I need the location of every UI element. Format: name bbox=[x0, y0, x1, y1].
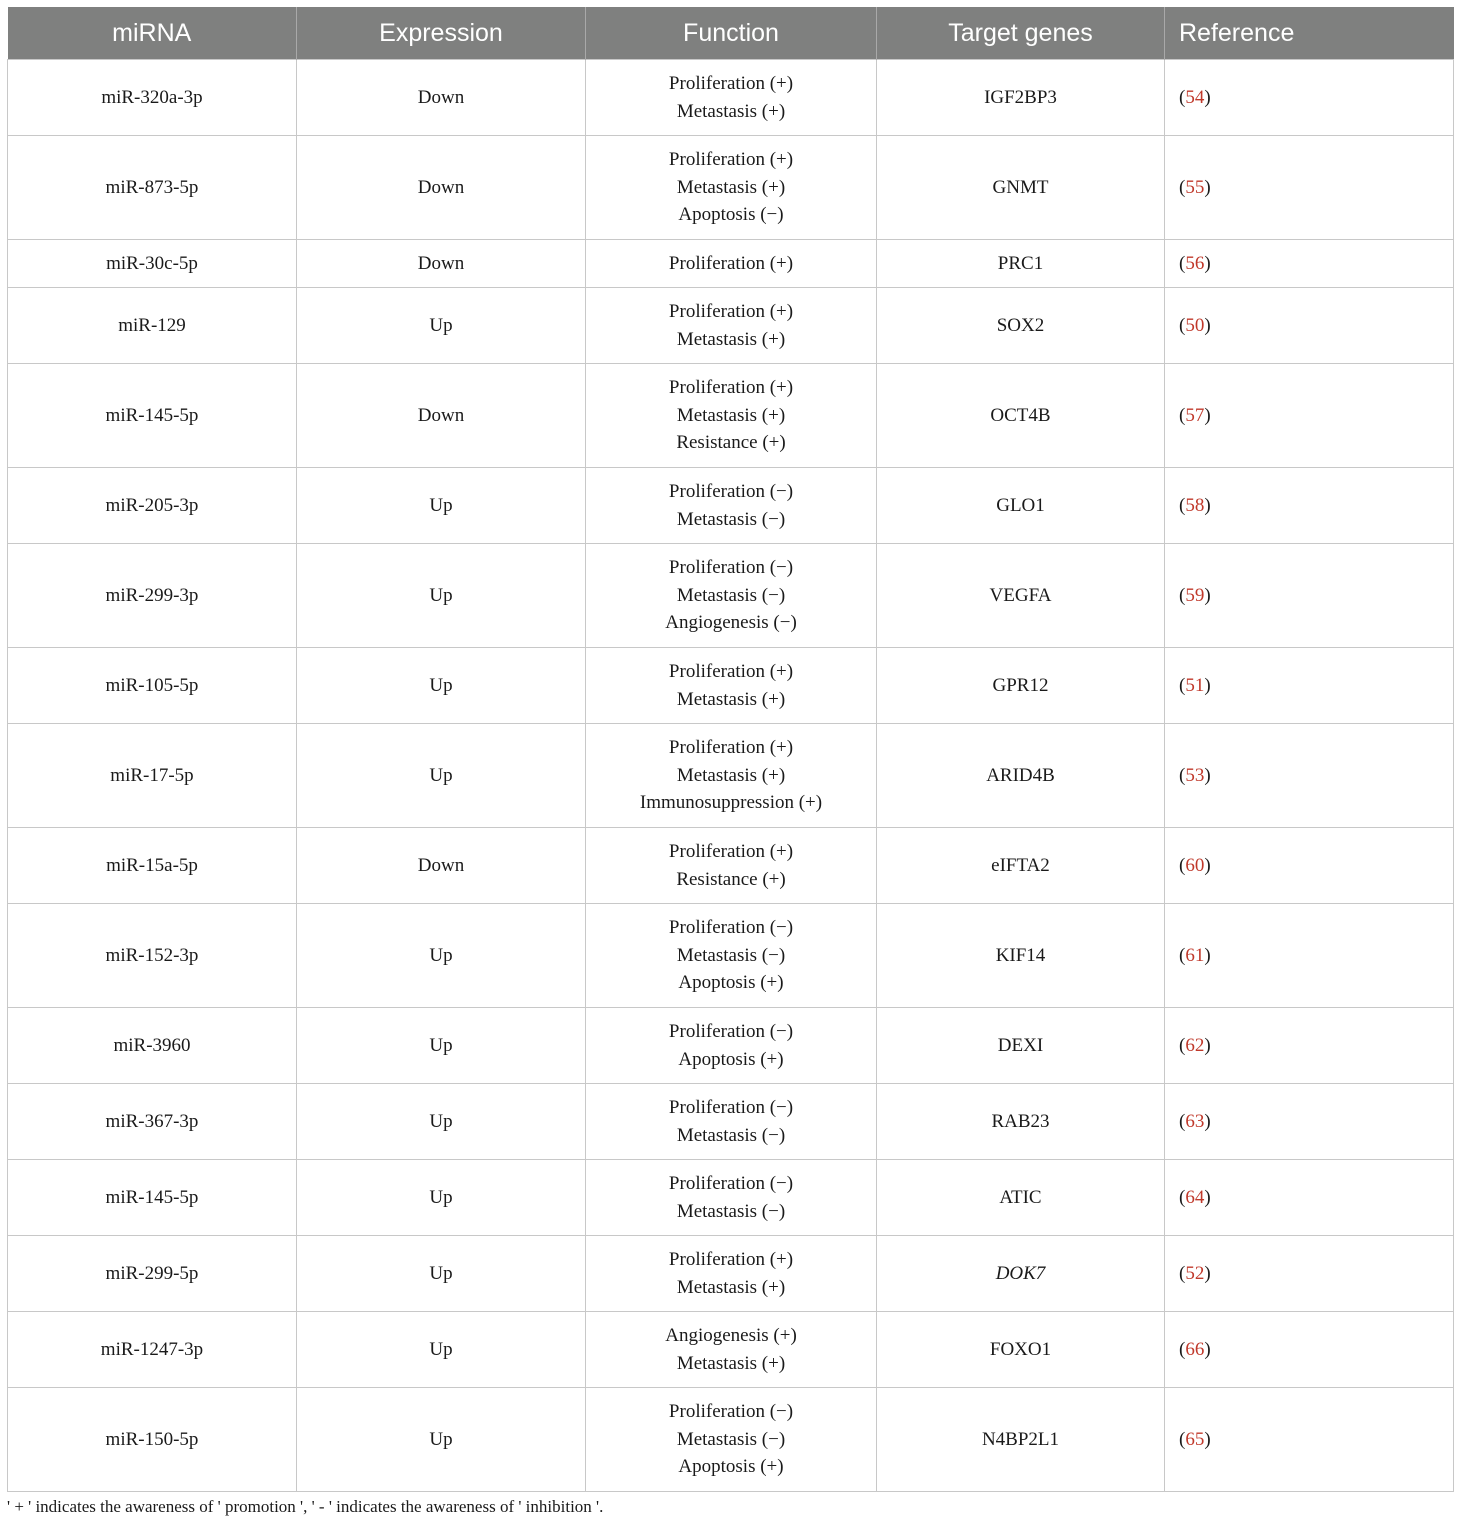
reference-link[interactable]: 55 bbox=[1185, 176, 1205, 198]
mirna-cell: miR-30c-5p bbox=[8, 240, 297, 288]
table-row bbox=[8, 544, 1454, 648]
target-gene-cell: KIF14 bbox=[877, 904, 1165, 1008]
reference-link[interactable]: 59 bbox=[1185, 584, 1205, 606]
function-cell bbox=[586, 1312, 877, 1388]
reference-link[interactable]: 64 bbox=[1185, 1186, 1205, 1208]
reference-close-paren: ) bbox=[1204, 1110, 1211, 1132]
reference-open-paren: ( bbox=[1179, 1428, 1186, 1450]
reference-open-paren: ( bbox=[1179, 1186, 1186, 1208]
function-cell bbox=[586, 136, 877, 240]
reference-cell bbox=[1165, 468, 1454, 544]
function-item: Angiogenesis (+) bbox=[665, 1324, 797, 1346]
table-row bbox=[8, 60, 1454, 136]
expression-cell: Down bbox=[297, 364, 586, 468]
target-gene-cell: SOX2 bbox=[877, 288, 1165, 364]
expression-cell: Up bbox=[297, 1084, 586, 1160]
reference-close-paren: ) bbox=[1204, 1186, 1211, 1208]
expression-cell: Up bbox=[297, 1160, 586, 1236]
function-cell bbox=[586, 1388, 877, 1492]
table-row bbox=[8, 1388, 1454, 1492]
reference-close-paren: ) bbox=[1204, 1034, 1211, 1056]
function-item: Proliferation (+) bbox=[668, 148, 794, 170]
header-expression: Expression bbox=[297, 7, 586, 60]
expression-cell: Up bbox=[297, 1236, 586, 1312]
reference-open-paren: ( bbox=[1179, 494, 1186, 516]
table-row bbox=[8, 364, 1454, 468]
reference-close-paren: ) bbox=[1204, 1428, 1211, 1450]
reference-cell bbox=[1165, 60, 1454, 136]
function-item: Metastasis (+) bbox=[676, 1276, 786, 1298]
function-item: Proliferation (−) bbox=[668, 1096, 794, 1118]
target-gene-cell: N4BP2L1 bbox=[877, 1388, 1165, 1492]
reference-open-paren: ( bbox=[1179, 584, 1186, 606]
function-item: Resistance (+) bbox=[676, 868, 786, 890]
target-gene-cell: IGF2BP3 bbox=[877, 60, 1165, 136]
reference-link[interactable]: 58 bbox=[1185, 494, 1205, 516]
reference-open-paren: ( bbox=[1179, 674, 1186, 696]
function-item: Proliferation (+) bbox=[668, 252, 794, 274]
reference-link[interactable]: 53 bbox=[1185, 764, 1205, 786]
mirna-cell: miR-1247-3p bbox=[8, 1312, 297, 1388]
target-gene-cell: eIFTA2 bbox=[877, 828, 1165, 904]
header-function: Function bbox=[586, 7, 877, 60]
reference-open-paren: ( bbox=[1179, 944, 1186, 966]
reference-open-paren: ( bbox=[1179, 404, 1186, 426]
reference-close-paren: ) bbox=[1204, 944, 1211, 966]
mirna-cell: miR-150-5p bbox=[8, 1388, 297, 1492]
target-gene-cell: ARID4B bbox=[877, 724, 1165, 828]
expression-cell: Up bbox=[297, 1388, 586, 1492]
function-item: Metastasis (+) bbox=[676, 100, 786, 122]
function-cell bbox=[586, 828, 877, 904]
expression-cell: Up bbox=[297, 648, 586, 724]
reference-link[interactable]: 62 bbox=[1185, 1034, 1205, 1056]
target-gene-cell: DOK7 bbox=[877, 1236, 1165, 1312]
expression-cell: Down bbox=[297, 136, 586, 240]
function-cell bbox=[586, 1084, 877, 1160]
table-body bbox=[8, 60, 1454, 1492]
function-item: Metastasis (−) bbox=[676, 944, 786, 966]
header-mirna: miRNA bbox=[8, 7, 297, 60]
header-target-genes: Target genes bbox=[877, 7, 1165, 60]
table-row bbox=[8, 1236, 1454, 1312]
mirna-cell: miR-3960 bbox=[8, 1008, 297, 1084]
function-item: Metastasis (−) bbox=[676, 584, 786, 606]
reference-close-paren: ) bbox=[1204, 674, 1211, 696]
table-row bbox=[8, 1008, 1454, 1084]
function-cell bbox=[586, 904, 877, 1008]
function-item: Proliferation (−) bbox=[668, 1172, 794, 1194]
target-gene-cell: ATIC bbox=[877, 1160, 1165, 1236]
mirna-cell: miR-105-5p bbox=[8, 648, 297, 724]
reference-cell bbox=[1165, 828, 1454, 904]
header-row bbox=[8, 7, 1454, 60]
mirna-cell: miR-205-3p bbox=[8, 468, 297, 544]
function-item: Proliferation (+) bbox=[668, 736, 794, 758]
function-item: Proliferation (+) bbox=[668, 72, 794, 94]
reference-open-paren: ( bbox=[1179, 314, 1186, 336]
table-row bbox=[8, 1160, 1454, 1236]
target-gene-cell: PRC1 bbox=[877, 240, 1165, 288]
reference-close-paren: ) bbox=[1204, 764, 1211, 786]
function-item: Proliferation (+) bbox=[668, 1248, 794, 1270]
function-item: Angiogenesis (−) bbox=[665, 612, 797, 634]
table-row bbox=[8, 648, 1454, 724]
reference-cell bbox=[1165, 1312, 1454, 1388]
reference-link[interactable]: 56 bbox=[1185, 252, 1205, 274]
reference-cell bbox=[1165, 136, 1454, 240]
function-cell bbox=[586, 648, 877, 724]
function-item: Metastasis (+) bbox=[676, 328, 786, 350]
reference-cell bbox=[1165, 904, 1454, 1008]
function-item: Metastasis (+) bbox=[676, 404, 786, 426]
mirna-cell: miR-145-5p bbox=[8, 364, 297, 468]
reference-link[interactable]: 50 bbox=[1185, 314, 1205, 336]
reference-cell bbox=[1165, 364, 1454, 468]
mirna-cell: miR-367-3p bbox=[8, 1084, 297, 1160]
expression-cell: Up bbox=[297, 468, 586, 544]
mirna-cell: miR-299-3p bbox=[8, 544, 297, 648]
function-cell bbox=[586, 240, 877, 288]
expression-cell: Up bbox=[297, 544, 586, 648]
reference-close-paren: ) bbox=[1204, 1338, 1211, 1360]
function-item: Proliferation (+) bbox=[668, 840, 794, 862]
reference-open-paren: ( bbox=[1179, 854, 1186, 876]
expression-cell: Down bbox=[297, 828, 586, 904]
reference-open-paren: ( bbox=[1179, 1034, 1186, 1056]
function-cell bbox=[586, 1008, 877, 1084]
reference-open-paren: ( bbox=[1179, 86, 1186, 108]
function-item: Apoptosis (+) bbox=[678, 972, 784, 994]
expression-cell: Up bbox=[297, 1312, 586, 1388]
reference-link[interactable]: 63 bbox=[1185, 1110, 1205, 1132]
function-item: Metastasis (−) bbox=[676, 508, 786, 530]
table-footnote: ' + ' indicates the awareness of ' promotion ', ' - ' indicates the awareness of ' inhibition '. bbox=[7, 1497, 604, 1516]
reference-open-paren: ( bbox=[1179, 252, 1186, 274]
reference-close-paren: ) bbox=[1204, 314, 1211, 336]
reference-link[interactable]: 57 bbox=[1185, 404, 1205, 426]
function-cell bbox=[586, 1236, 877, 1312]
function-cell bbox=[586, 724, 877, 828]
mirna-cell: miR-320a-3p bbox=[8, 60, 297, 136]
expression-cell: Up bbox=[297, 1008, 586, 1084]
function-item: Proliferation (+) bbox=[668, 660, 794, 682]
function-item: Proliferation (−) bbox=[668, 1020, 794, 1042]
expression-cell: Up bbox=[297, 904, 586, 1008]
function-item: Proliferation (+) bbox=[668, 300, 794, 322]
function-item: Proliferation (−) bbox=[668, 480, 794, 502]
function-cell bbox=[586, 364, 877, 468]
function-item: Metastasis (+) bbox=[676, 176, 786, 198]
reference-open-paren: ( bbox=[1179, 764, 1186, 786]
mirna-cell: miR-17-5p bbox=[8, 724, 297, 828]
table-row bbox=[8, 724, 1454, 828]
target-gene-cell: OCT4B bbox=[877, 364, 1165, 468]
reference-open-paren: ( bbox=[1179, 1262, 1186, 1284]
reference-cell bbox=[1165, 288, 1454, 364]
reference-close-paren: ) bbox=[1204, 584, 1211, 606]
function-cell bbox=[586, 544, 877, 648]
function-item: Proliferation (+) bbox=[668, 376, 794, 398]
reference-cell bbox=[1165, 1084, 1454, 1160]
reference-close-paren: ) bbox=[1204, 1262, 1211, 1284]
function-item: Immunosuppression (+) bbox=[639, 792, 823, 814]
reference-close-paren: ) bbox=[1204, 176, 1211, 198]
target-gene-cell: VEGFA bbox=[877, 544, 1165, 648]
mirna-cell: miR-145-5p bbox=[8, 1160, 297, 1236]
function-item: Proliferation (−) bbox=[668, 916, 794, 938]
target-gene-cell: RAB23 bbox=[877, 1084, 1165, 1160]
table-row bbox=[8, 136, 1454, 240]
function-item: Metastasis (+) bbox=[676, 688, 786, 710]
function-cell bbox=[586, 288, 877, 364]
mirna-cell: miR-15a-5p bbox=[8, 828, 297, 904]
function-item: Apoptosis (+) bbox=[678, 1048, 784, 1070]
reference-cell bbox=[1165, 240, 1454, 288]
function-cell bbox=[586, 60, 877, 136]
table-row bbox=[8, 1312, 1454, 1388]
function-item: Apoptosis (+) bbox=[678, 1456, 784, 1478]
reference-open-paren: ( bbox=[1179, 176, 1186, 198]
table-row bbox=[8, 288, 1454, 364]
target-gene-cell: DEXI bbox=[877, 1008, 1165, 1084]
expression-cell: Down bbox=[297, 240, 586, 288]
reference-link[interactable]: 61 bbox=[1185, 944, 1205, 966]
target-gene-cell: GPR12 bbox=[877, 648, 1165, 724]
table-header bbox=[8, 7, 1454, 60]
table-row bbox=[8, 904, 1454, 1008]
function-item: Metastasis (−) bbox=[676, 1200, 786, 1222]
mirna-cell: miR-299-5p bbox=[8, 1236, 297, 1312]
function-item: Metastasis (+) bbox=[676, 1352, 786, 1374]
reference-open-paren: ( bbox=[1179, 1110, 1186, 1132]
expression-cell: Up bbox=[297, 288, 586, 364]
reference-close-paren: ) bbox=[1204, 404, 1211, 426]
reference-close-paren: ) bbox=[1204, 854, 1211, 876]
function-item: Proliferation (−) bbox=[668, 556, 794, 578]
reference-cell bbox=[1165, 1008, 1454, 1084]
function-item: Metastasis (−) bbox=[676, 1124, 786, 1146]
target-gene-cell: GNMT bbox=[877, 136, 1165, 240]
function-item: Metastasis (+) bbox=[676, 764, 786, 786]
reference-open-paren: ( bbox=[1179, 1338, 1186, 1360]
target-gene-cell: GLO1 bbox=[877, 468, 1165, 544]
mirna-cell: miR-152-3p bbox=[8, 904, 297, 1008]
reference-cell bbox=[1165, 648, 1454, 724]
function-item: Apoptosis (−) bbox=[678, 204, 784, 226]
table-row bbox=[8, 240, 1454, 288]
reference-cell bbox=[1165, 1236, 1454, 1312]
function-item: Metastasis (−) bbox=[676, 1428, 786, 1450]
function-cell bbox=[586, 1160, 877, 1236]
expression-cell: Down bbox=[297, 60, 586, 136]
reference-cell bbox=[1165, 1388, 1454, 1492]
function-item: Resistance (+) bbox=[676, 432, 786, 454]
reference-close-paren: ) bbox=[1204, 494, 1211, 516]
table-row bbox=[8, 468, 1454, 544]
mirna-cell: miR-873-5p bbox=[8, 136, 297, 240]
reference-cell bbox=[1165, 1160, 1454, 1236]
reference-link[interactable]: 65 bbox=[1185, 1428, 1205, 1450]
reference-link[interactable]: 51 bbox=[1185, 674, 1205, 696]
reference-link[interactable]: 54 bbox=[1185, 86, 1205, 108]
expression-cell: Up bbox=[297, 724, 586, 828]
reference-cell bbox=[1165, 724, 1454, 828]
header-reference: Reference bbox=[1165, 7, 1454, 60]
reference-link[interactable]: 52 bbox=[1185, 1262, 1205, 1284]
function-cell bbox=[586, 468, 877, 544]
reference-cell bbox=[1165, 544, 1454, 648]
reference-link[interactable]: 60 bbox=[1185, 854, 1205, 876]
function-item: Proliferation (−) bbox=[668, 1400, 794, 1422]
target-gene-cell: FOXO1 bbox=[877, 1312, 1165, 1388]
mirna-table-container bbox=[7, 7, 1453, 1492]
reference-link[interactable]: 66 bbox=[1185, 1338, 1205, 1360]
reference-close-paren: ) bbox=[1204, 252, 1211, 274]
mirna-cell: miR-129 bbox=[8, 288, 297, 364]
table-row bbox=[8, 828, 1454, 904]
table-row bbox=[8, 1084, 1454, 1160]
reference-close-paren: ) bbox=[1204, 86, 1211, 108]
mirna-table bbox=[7, 7, 1454, 1492]
